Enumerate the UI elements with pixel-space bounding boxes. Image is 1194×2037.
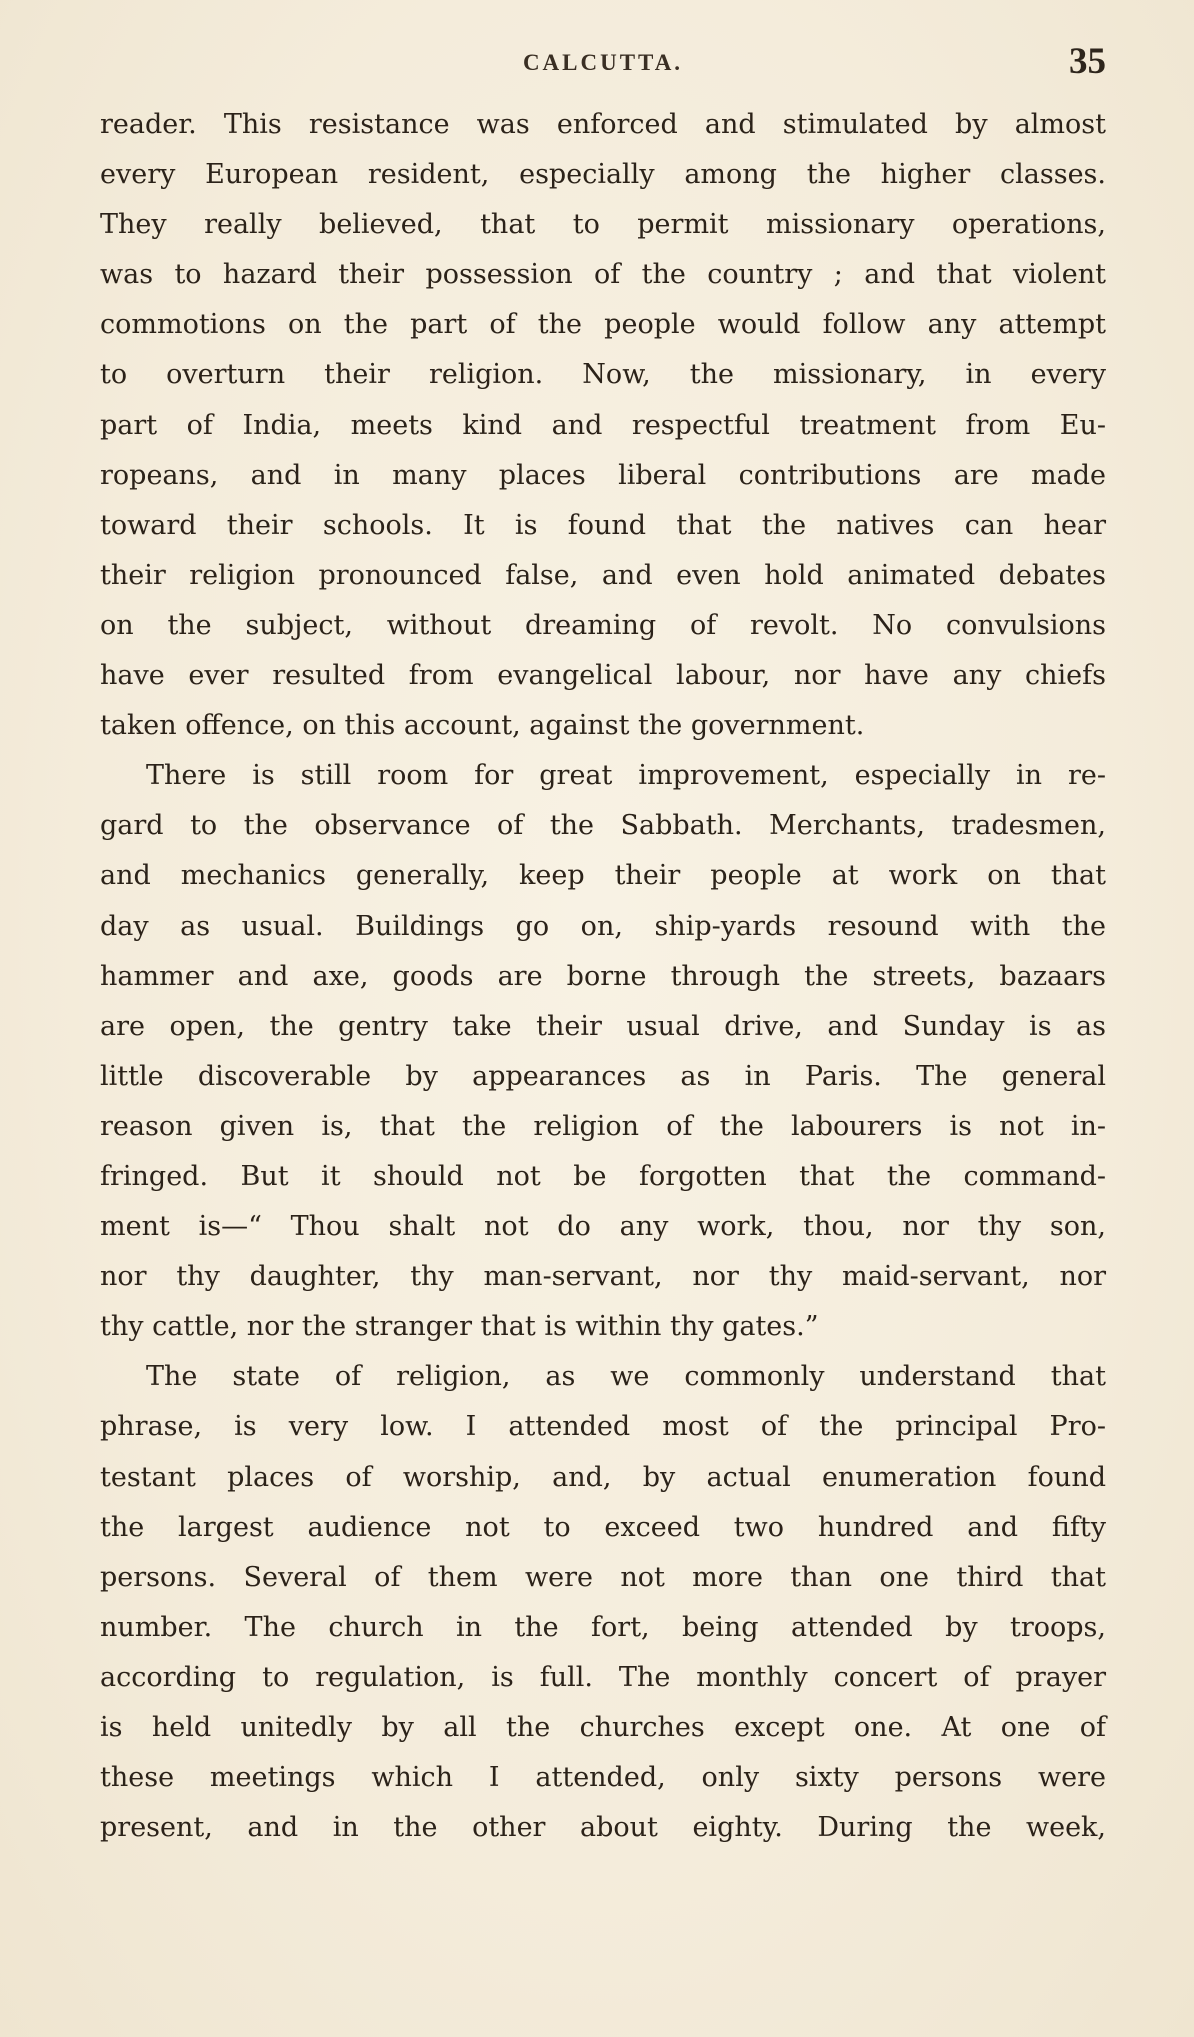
text-line: They really believed, that to permit missionary operations,	[100, 209, 1106, 241]
text-line: persons. Several of them were not more than one third that	[100, 1561, 1106, 1593]
text-line: ropeans, and in many places liberal contributions are made	[100, 459, 1106, 491]
text-line: little discoverable by appearances as in Paris. The general	[100, 1060, 1106, 1092]
text-line: have ever resulted from evangelical labour, nor have any chiefs	[100, 660, 1106, 692]
text-line: on the subject, without dreaming of revolt. No convulsions	[100, 609, 1106, 641]
text-line: testant places of worship, and, by actual enumeration found	[100, 1461, 1106, 1493]
page-header	[100, 38, 1106, 88]
paragraph-first-line: The state of religion, as we commonly understand that	[146, 1361, 1106, 1393]
text-line: the largest audience not to exceed two hundred and fifty	[100, 1511, 1106, 1543]
text-line: part of India, meets kind and respectful treatment from Eu-	[100, 409, 1106, 441]
text-line: these meetings which I attended, only sixty persons were	[100, 1762, 1106, 1794]
text-line: number. The church in the fort, being attended by troops,	[100, 1611, 1106, 1643]
text-line: every European resident, especially among the higher classes.	[100, 159, 1106, 191]
text-line: their religion pronounced false, and even hold animated debates	[100, 559, 1106, 591]
text-line: to overturn their religion. Now, the missionary, in every	[100, 359, 1106, 391]
text-line: nor thy daughter, thy man-servant, nor thy maid-servant, nor	[100, 1261, 1106, 1293]
text-line: was to hazard their possession of the country ; and that violent	[100, 259, 1106, 291]
text-line: phrase, is very low. I attended most of the principal Pro-	[100, 1411, 1106, 1443]
text-line: hammer and axe, goods are borne through the streets, bazaars	[100, 960, 1106, 992]
text-line: present, and in the other about eighty. During the week,	[100, 1812, 1106, 1844]
text-line: is held unitedly by all the churches except one. At one of	[100, 1712, 1106, 1743]
text-line: ment is—“ Thou shalt not do any work, thou, nor thy son,	[100, 1211, 1106, 1243]
text-line: reason given is, that the religion of the labourers is not in-	[100, 1110, 1106, 1142]
text-line: commotions on the part of the people would follow any attempt	[100, 309, 1106, 341]
running-head: CALCUTTA.	[522, 50, 684, 75]
text-line: day as usual. Buildings go on, ship-yards resound with the	[100, 910, 1106, 942]
text-line: fringed. But it should not be forgotten that the command-	[100, 1160, 1106, 1192]
page-number: 35	[1069, 41, 1106, 82]
text-line: according to regulation, is full. The monthly concert of prayer	[100, 1661, 1106, 1693]
text-line: are open, the gentry take their usual drive, and Sunday is as	[100, 1010, 1106, 1042]
text-line: toward their schools. It is found that the natives can hear	[100, 509, 1106, 541]
text-line: reader. This resistance was enforced and stimulated by almost	[100, 109, 1106, 140]
paragraph-end-line: taken offence, on this account, against the government.	[100, 710, 865, 742]
paragraph-first-line: There is still room for great improvement, especially in re-	[146, 760, 1106, 792]
text-line: and mechanics generally, keep their people at work on that	[100, 860, 1106, 892]
body-text	[100, 100, 1106, 1853]
paragraph-end-line: thy cattle, nor the stranger that is within thy gates.”	[100, 1311, 819, 1343]
text-line: gard to the observance of the Sabbath. Merchants, tradesmen,	[100, 810, 1106, 842]
